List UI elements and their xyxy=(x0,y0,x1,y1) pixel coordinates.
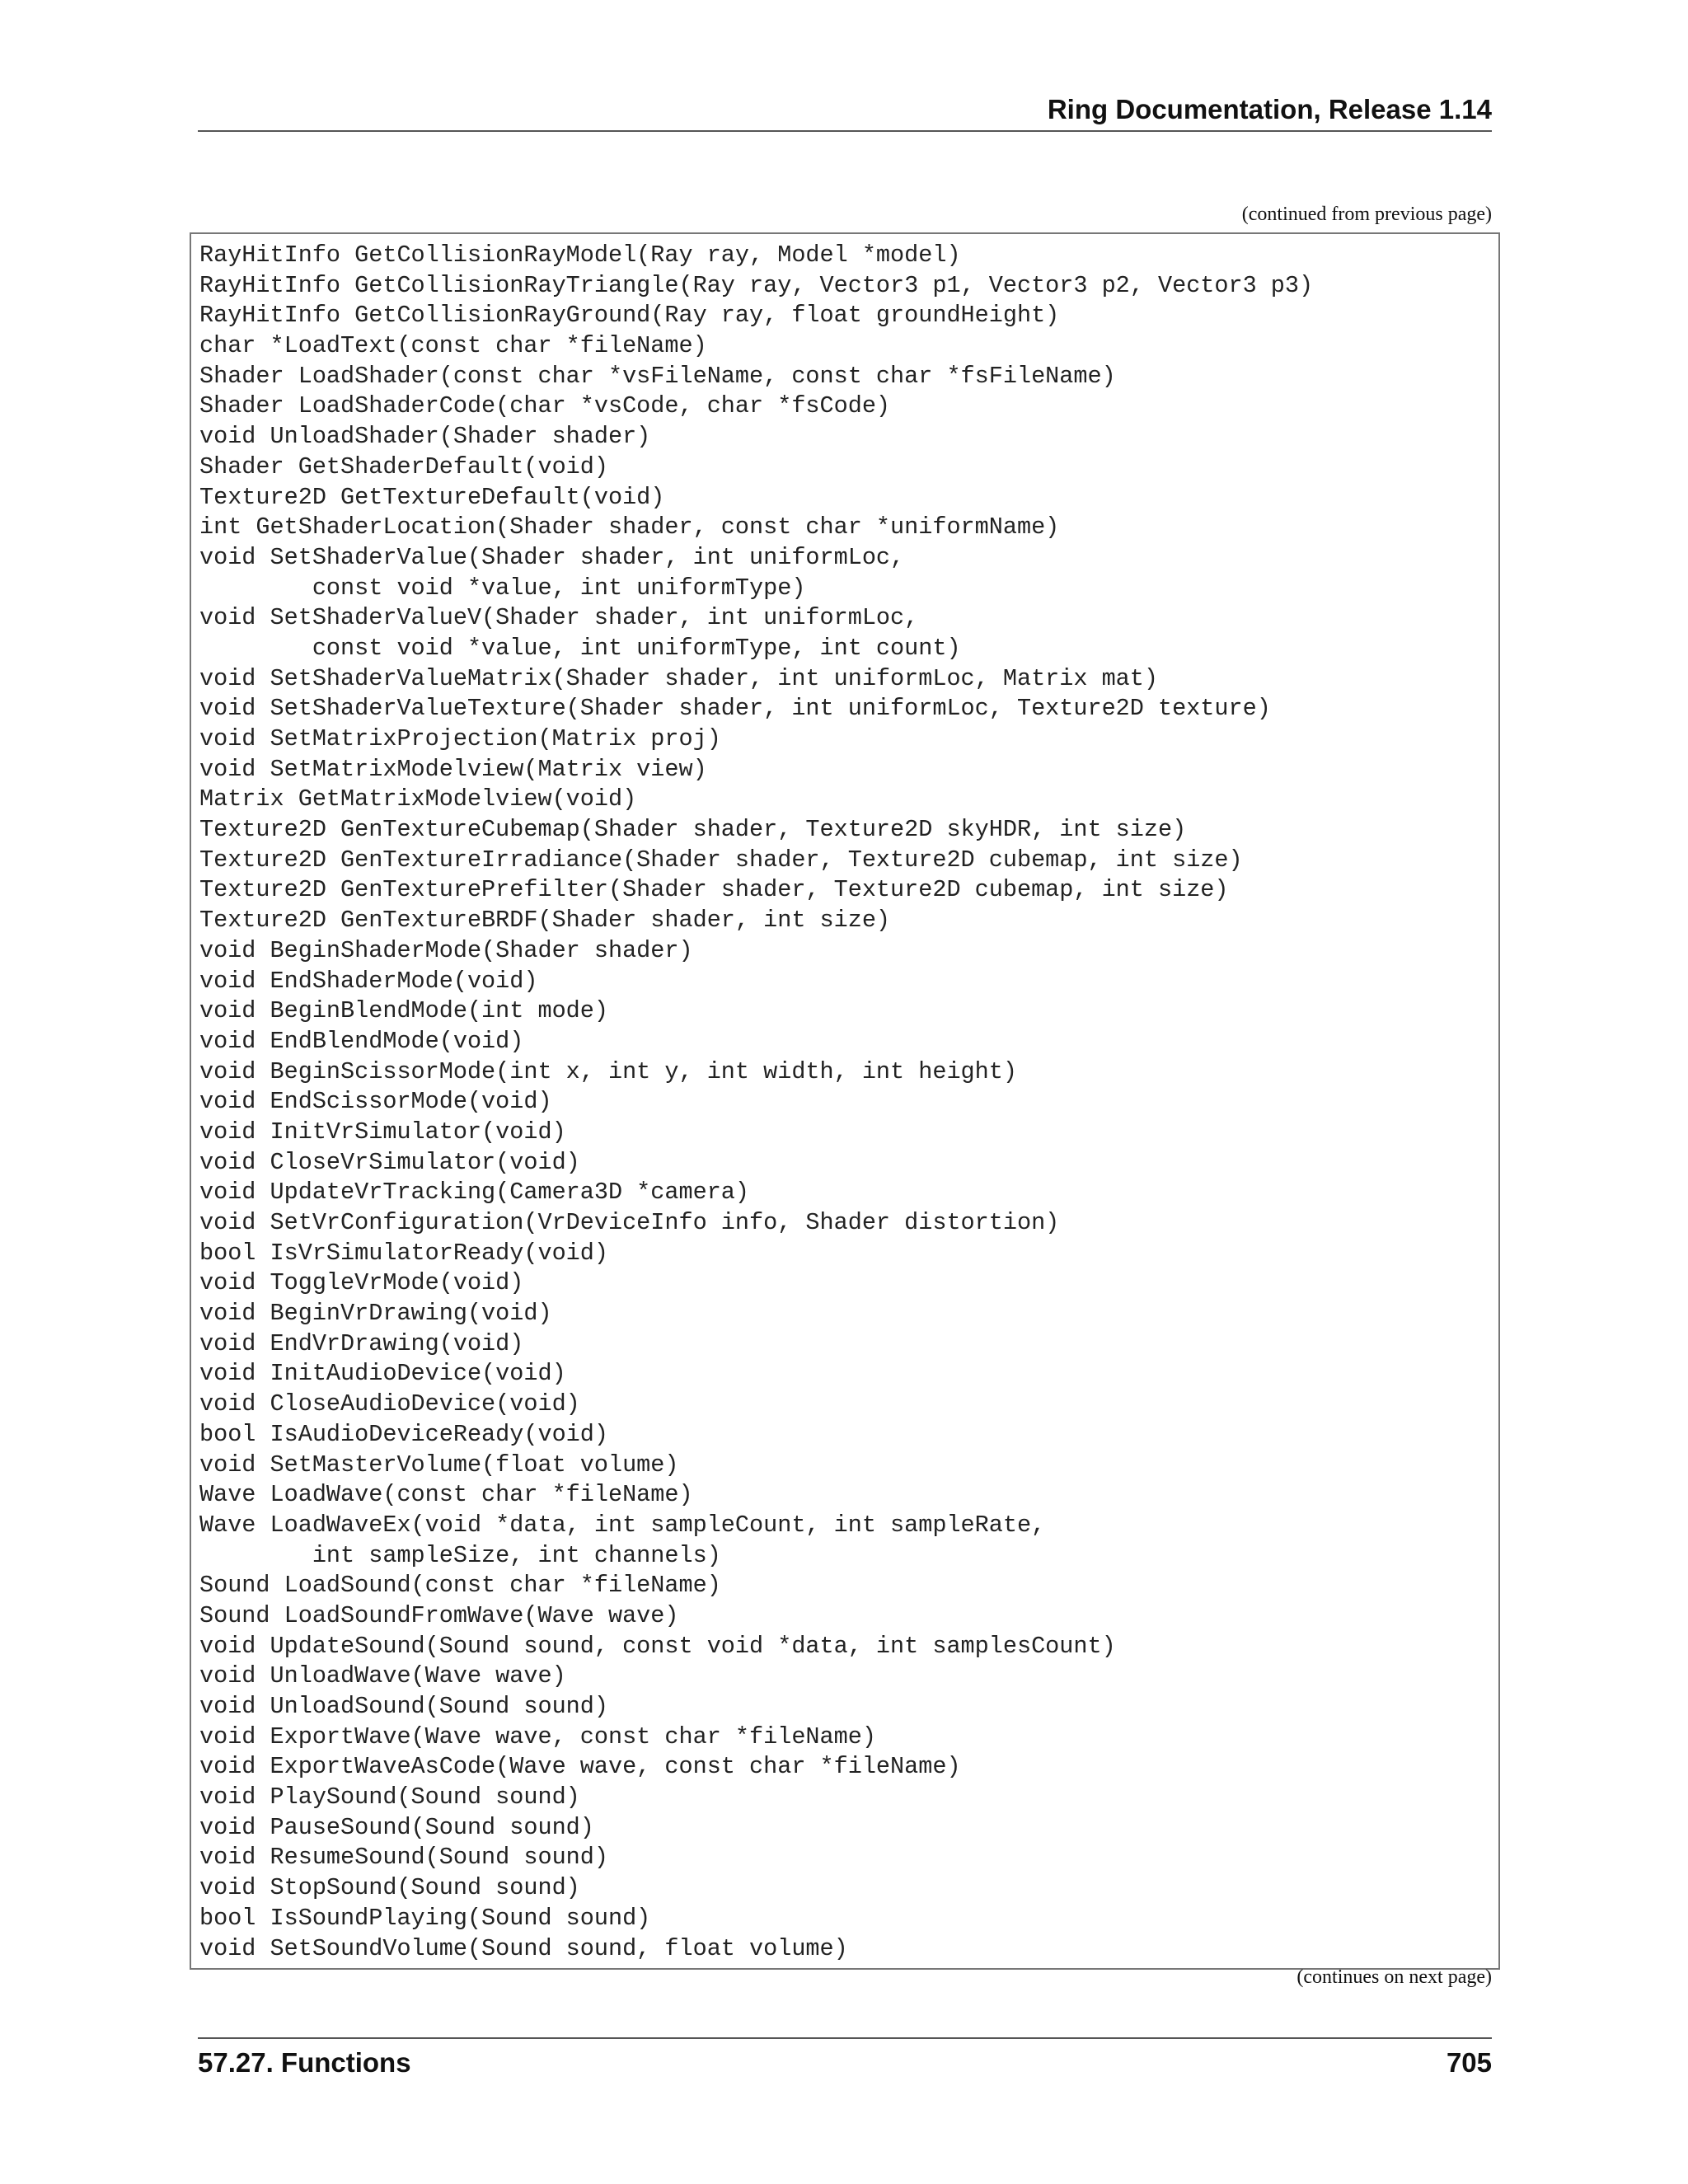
code-line: void EndBlendMode(void) xyxy=(199,1027,524,1055)
code-line: void InitAudioDevice(void) xyxy=(199,1360,566,1388)
code-line: void EndScissorMode(void) xyxy=(199,1088,552,1116)
code-line: void ExportWaveAsCode(Wave wave, const char *fileName) xyxy=(199,1753,961,1781)
code-line: Texture2D GenTextureCubemap(Shader shader, Texture2D skyHDR, int size) xyxy=(199,816,1187,844)
code-line: RayHitInfo GetCollisionRayTriangle(Ray ray, Vector3 p1, Vector3 p2, Vector3 p3) xyxy=(199,271,1314,299)
code-line: void InitVrSimulator(void) xyxy=(199,1118,566,1146)
code-line: void CloseAudioDevice(void) xyxy=(199,1390,580,1418)
code-line: bool IsSoundPlaying(Sound sound) xyxy=(199,1904,651,1932)
code-line: char *LoadText(const char *fileName) xyxy=(199,332,707,360)
code-line: void SetShaderValueTexture(Shader shader, int uniformLoc, Texture2D texture) xyxy=(199,695,1271,723)
code-line: void SetShaderValueMatrix(Shader shader, int uniformLoc, Matrix mat) xyxy=(199,664,1158,692)
code-line: Sound LoadSound(const char *fileName) xyxy=(199,1572,721,1600)
code-line: Texture2D GenTexturePrefilter(Shader shader, Texture2D cubemap, int size) xyxy=(199,876,1229,904)
code-line: void StopSound(Sound sound) xyxy=(199,1874,580,1902)
code-line: void ExportWave(Wave wave, const char *fileName) xyxy=(199,1722,876,1750)
code-line: Sound LoadSoundFromWave(Wave wave) xyxy=(199,1601,679,1629)
code-line: void SetVrConfiguration(VrDeviceInfo info, Shader distortion) xyxy=(199,1209,1060,1236)
page-number: 705 xyxy=(1446,2047,1492,2078)
code-line: bool IsAudioDeviceReady(void) xyxy=(199,1420,608,1448)
code-line: void CloseVrSimulator(void) xyxy=(199,1148,580,1176)
code-line: void SetShaderValue(Shader shader, int uniformLoc, xyxy=(199,543,905,571)
code-line: int sampleSize, int channels) xyxy=(199,1541,721,1569)
code-line: const void *value, int uniformType) xyxy=(199,574,806,602)
code-line: void PauseSound(Sound sound) xyxy=(199,1813,594,1841)
code-line: RayHitInfo GetCollisionRayGround(Ray ray, float groundHeight) xyxy=(199,302,1060,330)
code-line: void BeginScissorMode(int x, int y, int width, int height) xyxy=(199,1057,1017,1085)
code-line: Texture2D GenTextureBRDF(Shader shader, int size) xyxy=(199,907,891,935)
code-line: Matrix GetMatrixModelview(void) xyxy=(199,785,637,813)
code-line: void UnloadShader(Shader shader) xyxy=(199,423,651,451)
code-line: Wave LoadWaveEx(void *data, int sampleCount, int sampleRate, xyxy=(199,1511,1046,1539)
code-line: Texture2D GenTextureIrradiance(Shader shader, Texture2D cubemap, int size) xyxy=(199,846,1243,874)
code-line: Texture2D GetTextureDefault(void) xyxy=(199,483,665,511)
code-line: void EndShaderMode(void) xyxy=(199,967,538,995)
continued-from-previous-page: (continued from previous page) xyxy=(1241,204,1492,225)
code-line: void PlaySound(Sound sound) xyxy=(199,1783,580,1811)
code-line: void ResumeSound(Sound sound) xyxy=(199,1844,608,1872)
code-line: const void *value, int uniformType, int count) xyxy=(199,634,961,662)
code-line: Shader GetShaderDefault(void) xyxy=(199,452,608,480)
code-line: bool IsVrSimulatorReady(void) xyxy=(199,1239,608,1267)
code-lines xyxy=(191,234,1498,1964)
document-title: Ring Documentation, Release 1.14 xyxy=(1047,94,1492,124)
code-line: Shader LoadShader(const char *vsFileName, const char *fsFileName) xyxy=(199,362,1116,390)
code-block xyxy=(190,232,1500,1970)
code-line: void UpdateSound(Sound sound, const void *data, int samplesCount) xyxy=(199,1632,1116,1660)
code-line: int GetShaderLocation(Shader shader, const char *uniformName) xyxy=(199,513,1060,541)
code-line: Wave LoadWave(const char *fileName) xyxy=(199,1481,693,1509)
code-line: void ToggleVrMode(void) xyxy=(199,1269,524,1297)
code-line: void UnloadWave(Wave wave) xyxy=(199,1662,566,1690)
code-line: void EndVrDrawing(void) xyxy=(199,1329,524,1357)
code-line: RayHitInfo GetCollisionRayModel(Ray ray, Model *model) xyxy=(199,241,961,269)
code-line: void UnloadSound(Sound sound) xyxy=(199,1693,608,1720)
code-line: void BeginShaderMode(Shader shader) xyxy=(199,936,693,964)
page-header xyxy=(198,89,1492,132)
code-line: void SetMatrixProjection(Matrix proj) xyxy=(199,725,721,752)
code-line: void UpdateVrTracking(Camera3D *camera) xyxy=(199,1179,750,1207)
continues-on-next-page: (continues on next page) xyxy=(1296,1966,1492,1988)
section-title: 57.27. Functions xyxy=(198,2047,411,2078)
page-footer xyxy=(198,2037,1492,2088)
code-line: void SetShaderValueV(Shader shader, int uniformLoc, xyxy=(199,604,919,632)
code-line: Shader LoadShaderCode(char *vsCode, char *fsCode) xyxy=(199,392,891,420)
code-line: void SetMasterVolume(float volume) xyxy=(199,1451,679,1479)
code-line: void BeginBlendMode(int mode) xyxy=(199,997,608,1025)
code-line: void SetSoundVolume(Sound sound, float volume) xyxy=(199,1934,848,1962)
code-line: void SetMatrixModelview(Matrix view) xyxy=(199,755,707,783)
code-line: void BeginVrDrawing(void) xyxy=(199,1300,552,1328)
